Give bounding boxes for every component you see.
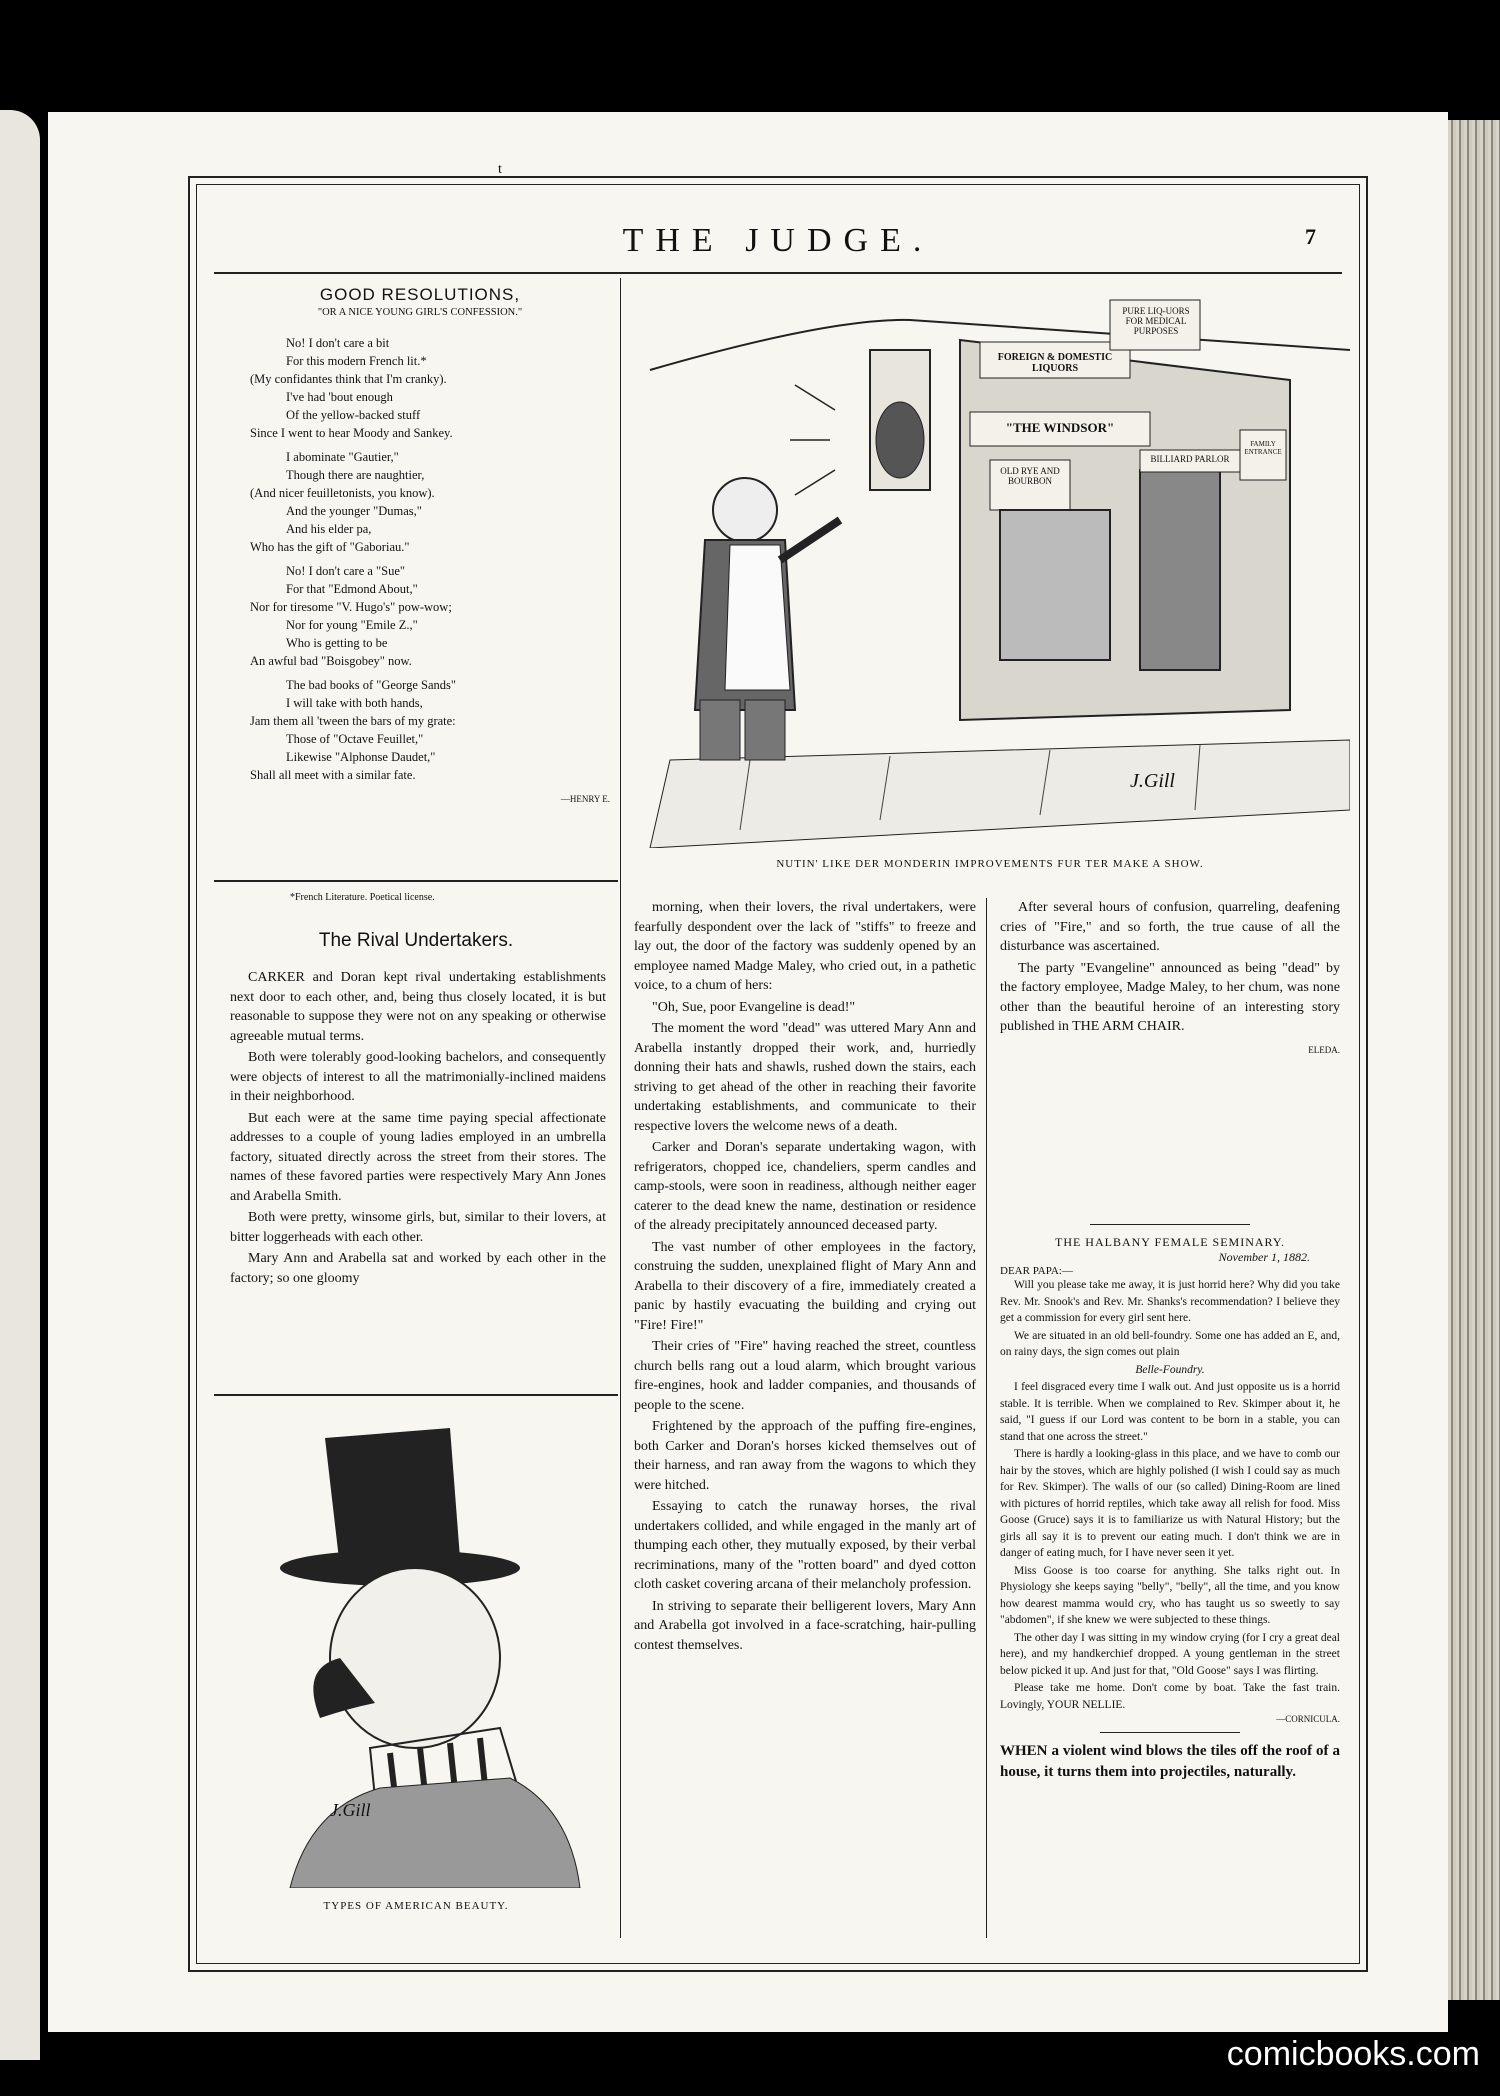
sign-billiard: BILLIARD PARLOR: [1150, 454, 1230, 464]
sign-rye-bourbon: OLD RYE AND BOURBON: [1000, 466, 1060, 486]
book-page-edges: [1440, 120, 1500, 2000]
beauty-cartoon: [250, 1408, 590, 1888]
adjacent-page-edge: [0, 110, 40, 2060]
poem-line: Those of "Octave Feuillet,": [286, 732, 424, 746]
artist-signature: J.Gill: [1130, 770, 1175, 792]
poem-line: For that "Edmond About,": [286, 582, 418, 596]
cartoon1-caption: NUTIN' LIKE DER MONDERIN IMPROVEMENTS FUR TER MAKE A SHOW.: [776, 858, 1204, 870]
letter-author: —CORNICULA.: [1276, 1714, 1340, 1724]
poem-line: The bad books of "George Sands": [286, 678, 457, 692]
cartoon2-caption: TYPES OF AMERICAN BEAUTY.: [323, 1900, 509, 1912]
poem-subtitle: "OR A NICE YOUNG GIRL'S CONFESSION.": [317, 307, 523, 318]
paragraph: Both were pretty, winsome girls, but, similar to their lovers, at bitter loggerheads with each other.: [230, 1210, 606, 1245]
poem-line: Jam them all 'tween the bars of my grate:: [250, 714, 456, 728]
sign-pure-liquors: PURE LIQ-UORS FOR MEDICAL PURPOSES: [1122, 306, 1190, 336]
poem-line: Nor for tiresome "V. Hugo's" pow-wow;: [250, 600, 452, 614]
paragraph: Essaying to catch the runaway horses, the rival undertakers collided, and while engaged in the manly art of thumping each other, they mutually exposed, by their verbal recriminations, many of the "rotten board" and dyed cotton cloth casket covering arcana of their melancholy profession.: [634, 1499, 976, 1592]
sign-foreign-domestic: FOREIGN & DOMESTIC LIQUORS: [997, 352, 1113, 374]
poem-author: —HENRY E.: [560, 794, 610, 804]
poem-line: Of the yellow-backed stuff: [286, 408, 421, 422]
letter-paragraph: I feel disgraced every time I walk out. And just opposite us is a horrid stable. It is terrible. When we complained to Rev. Skimper about it, he said, "I guess if our Lord was content to be born in a stable, you can stand that one across the street.": [1000, 1381, 1340, 1443]
poem-line: Though there are naughtier,: [286, 468, 425, 482]
poem-stanza: [230, 562, 610, 670]
paragraph: After several hours of confusion, quarreling, deafening cries of "Fire," and so forth, the true cause of all the disturbance was ascertained.: [1000, 900, 1340, 954]
poem-line: Nor for young "Emile Z.,": [286, 618, 418, 632]
newspaper-page: [48, 112, 1448, 2032]
sign-windsor: "THE WINDSOR": [1005, 420, 1115, 435]
paragraph: In striving to separate their belligerent lovers, Mary Ann and Arabella got involved in a face-scratching, hair-pulling contest themselves.: [634, 1598, 976, 1653]
article-author: ELEDA.: [1308, 1044, 1340, 1055]
poem-line: For this modern French lit.*: [286, 354, 427, 368]
letter-paragraph: There is hardly a looking-glass in this place, and we have to comb our hair by the stoves, which are highly polished (I wish I could say as much for Rev. Skimper). The walls of our (so called) Dining-Room are lined with pictures of horrid reptiles, which take away all relish for food. Miss Goose (Gruce) says it is to familiarize us with Natural History; but the girls all say it is to prevent our eating much. I don't think we are in danger of eating much, for I have never seen it yet.: [1000, 1448, 1340, 1559]
letter-paragraph: The other day I was sitting in my window crying (for I cry a great deal here), and my handkerchief dropped. A young gentleman in the street below picked it up. And just for that, "Old Goose" says I was flirting.: [1000, 1631, 1340, 1677]
poem-line: No! I don't care a bit: [286, 336, 390, 350]
paragraph: The moment the word "dead" was uttered Mary Ann and Arabella instantly dropped their work, and, hurriedly donning their hats and shawls, rushed down the stairs, each striving to get ahead of the other in reaching their favorite undertaking establishments, and communicate to their respective lovers the welcome news of a death.: [634, 1021, 976, 1134]
letter-paragraph: We are situated in an old bell-foundry. Some one has added an E, and, on rainy days, the sign comes out plain: [1000, 1329, 1340, 1358]
letter-date: November 1, 1882.: [1218, 1250, 1310, 1264]
poem-stanza: [230, 334, 610, 442]
poem-stanza: [230, 448, 610, 556]
letter-paragraph: Miss Goose is too coarse for anything. She talks right out. In Physiology she keeps saying "belly", "belly", all the time, and you know how dearest mamma would cry, who has taught us so sweetly to say "abdomen", if she knew we were subjected to these things.: [1000, 1564, 1340, 1626]
poem-line: And the younger "Dumas,": [286, 504, 422, 518]
article-col2: [634, 898, 976, 1657]
paragraph: The party "Evangeline" announced as being "dead" by the factory employee, Madge Maley, to her chum, was none other than the beautiful heroine of an interesting story published in THE ARM CHAIR.: [1000, 960, 1340, 1034]
poem-title: GOOD RESOLUTIONS,: [319, 285, 521, 304]
paragraph: Their cries of "Fire" having reached the street, countless church bells rang out a loud alarm, which brought various fire-engines, hook and ladder companies, and thousands of people to the scene.: [634, 1339, 976, 1413]
paragraph: morning, when their lovers, the rival undertakers, were fearfully despondent over the lack of "stiffs" to freeze and lay out, the door of the factory was suddenly opened by an employee named Madge Maley, who cried out, in a pathetic voice, to a chum of hers:: [634, 900, 976, 993]
poem-line: And his elder pa,: [286, 522, 372, 536]
top-mark: t: [498, 162, 502, 177]
poem-line: I abominate "Gautier,": [286, 450, 399, 464]
saloon-cartoon: [630, 290, 1350, 848]
article-col3: [1000, 898, 1340, 1060]
closing-paragraph: WHEN a violent wind blows the tiles off the roof of a house, it turns them into projectiles, naturally.: [1000, 1743, 1340, 1780]
letter-body: [1000, 1277, 1340, 1713]
letter-paragraph: Belle-Foundry.: [1135, 1363, 1205, 1376]
paragraph: But each were at the same time paying special affectionate addresses to a couple of young ladies employed in an umbrella factory, situated directly across the street from their stores. The names of these favored parties were respectively Mary Ann Jones and Arabella Smith.: [230, 1110, 606, 1204]
watermark: comicbooks.com: [1226, 2035, 1480, 2073]
masthead: THE JUDGE.: [622, 222, 934, 259]
sign-family-entrance: FAMILY ENTRANCE: [1244, 440, 1282, 456]
poem-line: (My confidantes think that I'm cranky).: [250, 372, 447, 386]
letter-title: THE HALBANY FEMALE SEMINARY.: [1054, 1235, 1285, 1249]
poem-line: I will take with both hands,: [286, 696, 423, 710]
poem-line: (And nicer feuilletonists, you know).: [250, 486, 435, 500]
poem-line: Who has the gift of "Gaboriau.": [250, 540, 410, 554]
poem-footnote: *French Literature. Poetical license.: [290, 892, 435, 903]
poem-line: No! I don't care a "Sue": [286, 564, 406, 578]
paragraph: "Oh, Sue, poor Evangeline is dead!": [652, 999, 856, 1015]
poem-line: Who is getting to be: [286, 636, 388, 650]
poem-line: An awful bad "Boisgobey" now.: [250, 654, 412, 668]
poem: [230, 286, 610, 808]
poem-line: Since I went to hear Moody and Sankey.: [250, 426, 453, 440]
poem-line: Shall all meet with a similar fate.: [250, 768, 416, 782]
paragraph: Carker and Doran's separate undertaking wagon, with refrigerators, chopped ice, chandeliers, sperm candles and camp-stools, were soon in readiness, although neither eager caterer to the dead knew the name, destination or residence of the already precipitately announced deceased party.: [634, 1140, 976, 1233]
letter: [1000, 1218, 1340, 1783]
paragraph: Both were tolerably good-looking bachelors, and consequently were objects of interest to all the matrimonially-inclined maidens in their neighborhood.: [230, 1050, 606, 1104]
paragraph: CARKER and Doran kept rival undertaking establishments next door to each other, and, being thus closely located, it is but reasonable to suppose they were not on any speaking or otherwise agreeable mutual terms.: [230, 970, 606, 1044]
poem-stanzas: [230, 334, 610, 784]
article-col1: [230, 968, 606, 1290]
paragraph: Frightened by the approach of the puffing fire-engines, both Carker and Doran's horses kicked themselves out of their harness, and ran away from the wagons to which they were hitched.: [634, 1419, 976, 1493]
paragraph: The vast number of other employees in the factory, construing the sudden, unexplained flight of Mary Ann and Arabella to their discovery of a fire, immediately created a panic by hastily evacuating the building and crying out "Fire! Fire!": [634, 1239, 976, 1333]
poem-line: I've had 'bout enough: [286, 390, 393, 404]
letter-salutation: DEAR PAPA:—: [1000, 1265, 1073, 1277]
paragraph: Mary Ann and Arabella sat and worked by each other in the factory; so one gloomy: [230, 1251, 606, 1286]
article-title: The Rival Undertakers.: [318, 930, 514, 951]
letter-paragraph: Please take me home. Don't come by boat. Take the fast train. Lovingly, YOUR NELLIE.: [1000, 1682, 1340, 1711]
letter-paragraph: Will you please take me away, it is just horrid here? Why did you take Rev. Mr. Snook's and Rev. Mr. Shanks's recommendation? I believe they get a commission for every girl sent here.: [1000, 1279, 1340, 1324]
poem-stanza: [230, 676, 610, 784]
page-frame: [188, 176, 1368, 1972]
cartoon2-signature: J.Gill: [330, 1800, 371, 1820]
poem-line: Likewise "Alphonse Daudet,": [286, 750, 436, 764]
page-number: 7: [1305, 224, 1316, 249]
